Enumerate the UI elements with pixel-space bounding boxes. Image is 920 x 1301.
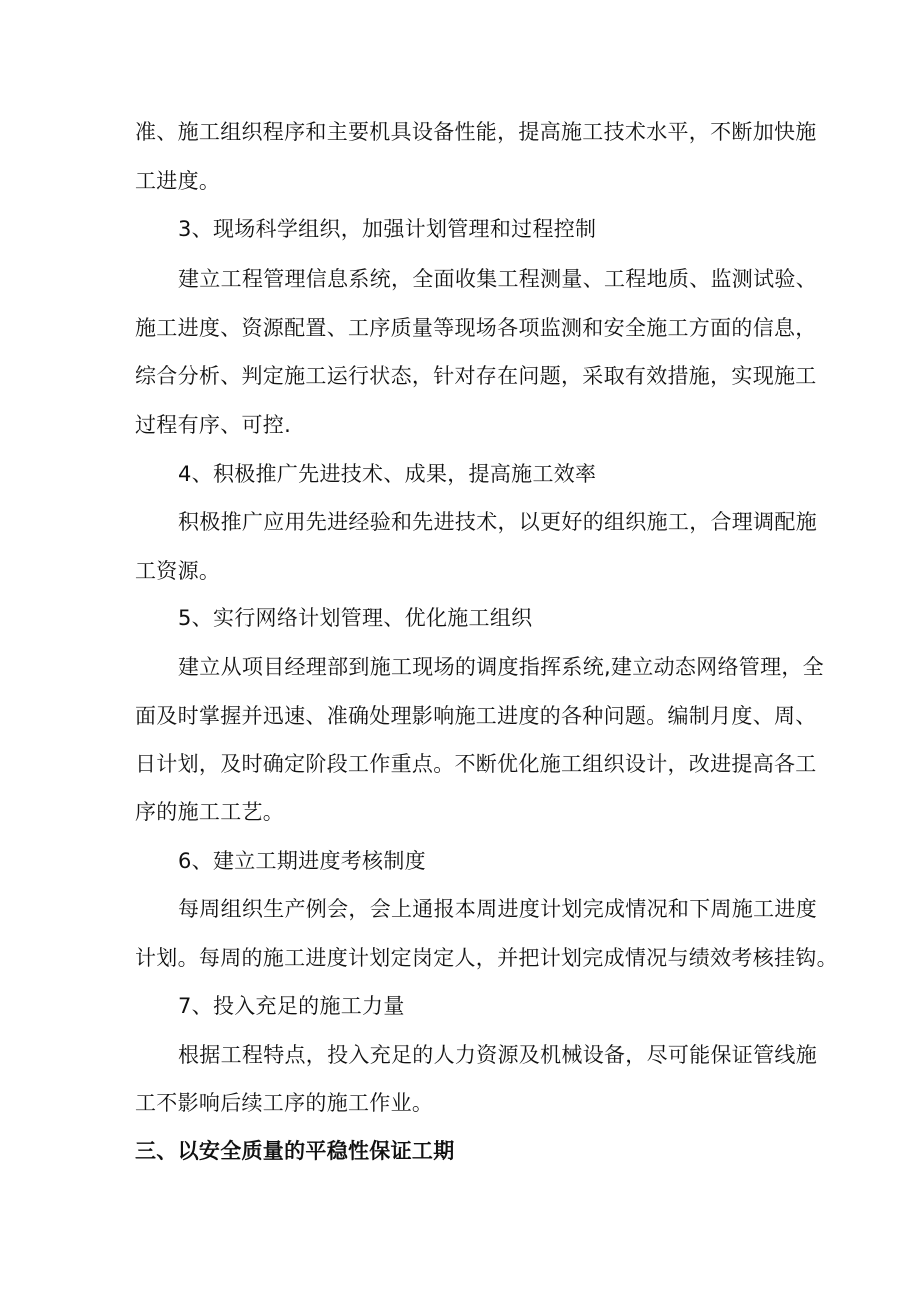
paragraph-line: 过程有序、可控. [135, 413, 292, 437]
paragraph-line: 积极推广应用先进经验和先进技术，以更好的组织施工，合理调配施 [178, 510, 817, 534]
paragraph-line: 根据工程特点，投入充足的人力资源及机械设备，尽可能保证管线施 [178, 1043, 817, 1067]
paragraph-line: 工资源。 [135, 559, 221, 583]
paragraph-line: 面及时掌握并迅速、准确处理影响施工进度的各种问题。编制月度、周、 [135, 704, 817, 728]
paragraph-line: 日计划，及时确定阶段工作重点。不断优化施工组织设计，改进提高各工 [135, 752, 817, 776]
paragraph-line: 综合分析、判定施工运行状态，针对存在问题，采取有效措施，实现施工 [135, 364, 817, 388]
subheading-6: 6、建立工期进度考核制度 [178, 849, 426, 873]
subheading-4: 4、积极推广先进技术、成果，提高施工效率 [178, 462, 597, 486]
paragraph-line: 工不影响后续工序的施工作业。 [135, 1091, 434, 1115]
paragraph-line: 建立从项目经理部到施工现场的调度指挥系统,建立动态网络管理，全 [178, 655, 824, 679]
paragraph-line: 施工进度、资源配置、工序质量等现场各项监测和安全施工方面的信息， [135, 316, 817, 340]
paragraph-line: 准、施工组织程序和主要机具设备性能，提高施工技术水平，不断加快施 [135, 120, 817, 144]
paragraph-line: 建立工程管理信息系统，全面收集工程测量、工程地质、监测试验、 [178, 267, 817, 291]
subheading-3: 3、现场科学组织，加强计划管理和过程控制 [178, 217, 597, 241]
subheading-7: 7、投入充足的施工力量 [178, 994, 405, 1018]
paragraph-line: 序的施工工艺。 [135, 800, 285, 824]
paragraph-line: 每周组织生产例会，会上通报本周进度计划完成情况和下周施工进度 [178, 897, 817, 921]
paragraph-line: 工进度。 [135, 169, 221, 193]
section-heading: 三、以安全质量的平稳性保证工期 [135, 1139, 455, 1163]
subheading-5: 5、实行网络计划管理、优化施工组织 [178, 606, 533, 630]
paragraph-line: 计划。每周的施工进度计划定岗定人，并把计划完成情况与绩效考核挂钩。 [135, 946, 838, 970]
